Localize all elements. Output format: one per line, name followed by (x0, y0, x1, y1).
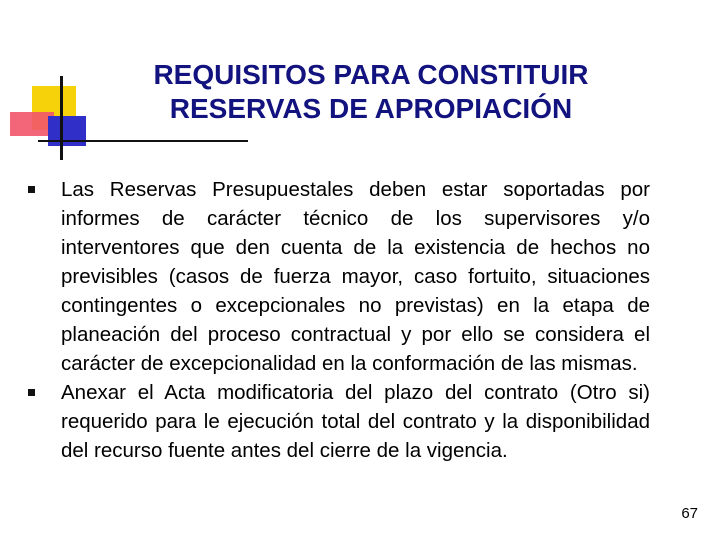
square-bullet-icon (28, 389, 35, 396)
slide-title (86, 58, 656, 126)
page-number: 67 (681, 505, 698, 522)
bullet-list (20, 175, 650, 465)
decorative-horizontal-line (38, 140, 248, 142)
list-item (20, 378, 650, 465)
slide-title-line-1: REQUISITOS PARA CONSTITUIR (153, 59, 589, 90)
bullet-text: Anexar el Acta modificatoria del plazo del contrato (Otro si) requerido para le ejecución total del contrato y la disponibilidad del recurso fuente antes del cierre de la vigencia. (61, 381, 650, 462)
slide-title-line-2: RESERVAS DE APROPIACIÓN (169, 93, 573, 124)
bullet-text: Las Reservas Presupuestales deben estar soportadas por informes de carácter técnico de los supervisores y/o interventores que den cuenta de la existencia de hechos no previsibles (casos de fuerza mayor, caso fortuito, situaciones contingentes o excepcionales no previstas) en la etapa de planeación del proceso contractual y por ello se considera el carácter de excepcionalidad en la conformación de las mismas. (61, 178, 650, 375)
decorative-vertical-line (60, 76, 63, 160)
list-item (20, 175, 650, 378)
square-bullet-icon (28, 186, 35, 193)
